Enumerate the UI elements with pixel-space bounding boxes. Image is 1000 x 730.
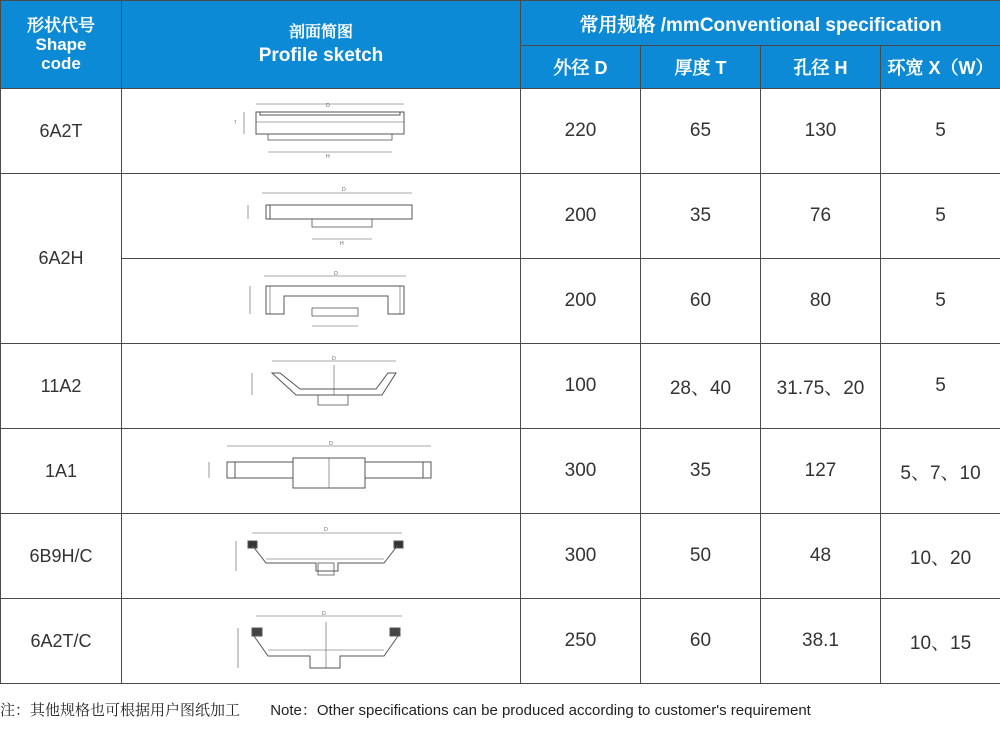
shape-code-cell: 1A1 [1,429,122,514]
x-cell: 5 [881,259,1000,344]
h-cell: 127 [761,429,881,514]
h-cell: 130 [761,89,881,174]
svg-text:D: D [322,611,326,617]
flaring-cup-11a2-sketch [226,355,416,417]
t-cell: 35 [641,174,761,259]
h-cell: 76 [761,174,881,259]
d-cell: 220 [521,89,641,174]
x-cell: 5 [881,174,1000,259]
shape-code-cell: 6A2H [1,174,122,344]
table-row [1,429,1000,514]
cup-6a2h-deep-sketch [226,270,416,332]
svg-text:H: H [326,154,330,160]
straight-wheel-1a1-sketch [201,440,441,502]
x-cell: 5、7、10 [881,429,1000,514]
h-cell: 48 [761,514,881,599]
header-col-h: 孔径 H [761,46,881,89]
d-cell: 200 [521,259,641,344]
x-cell: 5 [881,344,1000,429]
table-row [1,259,1000,344]
x-cell: 5 [881,89,1000,174]
profile-sketch-cell [122,429,521,514]
header-row-top [1,1,1000,46]
cup-6a2tc-sketch [226,610,416,672]
profile-sketch-cell [122,89,521,174]
shape-code-cell: 6A2T [1,89,122,174]
cup-6a2t-sketch [226,100,416,162]
svg-text:D: D [329,441,333,447]
profile-sketch-cell [122,599,521,684]
header-profile-en: Profile sketch [258,44,384,66]
table-row [1,89,1000,174]
shape-code-cell: 6A2T/C [1,599,122,684]
x-cell: 10、20 [881,514,1000,599]
svg-text:D: D [326,103,330,109]
profile-sketch-cell [122,259,521,344]
svg-text:T: T [234,120,237,125]
x-cell: 10、15 [881,599,1000,684]
d-cell: 300 [521,429,641,514]
h-cell: 80 [761,259,881,344]
cup-6b9h-sketch [226,525,416,587]
svg-text:D: D [324,527,328,533]
t-cell: 60 [641,599,761,684]
header-shape-code-zh: 形状代号 [27,16,95,35]
profile-sketch-cell [122,174,521,259]
h-cell: 31.75、20 [761,344,881,429]
table-row [1,514,1000,599]
footnote-en: Note：Other specifications can be produced according to customer's requirement [270,702,811,719]
d-cell: 250 [521,599,641,684]
header-profile-zh: 剖面简图 [288,23,353,41]
svg-text:D: D [342,187,346,193]
table-row [1,174,1000,259]
table-row [1,344,1000,429]
footnote [0,699,811,720]
cup-6a2h-flat-sketch [226,185,416,247]
header-shape-code [1,1,122,89]
header-col-d: 外径 D [521,46,641,89]
svg-text:H: H [340,241,344,247]
t-cell: 50 [641,514,761,599]
d-cell: 100 [521,344,641,429]
d-cell: 200 [521,174,641,259]
t-cell: 65 [641,89,761,174]
header-profile-sketch [122,1,521,89]
header-spec-group: 常用规格 /mmConventional specification [521,1,1000,46]
shape-code-cell: 11A2 [1,344,122,429]
profile-sketch-cell [122,514,521,599]
shape-code-cell: 6B9H/C [1,514,122,599]
table-row [1,599,1000,684]
header-col-x: 环宽 X（W） [881,46,1000,89]
profile-sketch-cell [122,344,521,429]
header-shape-code-en1: Shape [35,35,87,54]
h-cell: 38.1 [761,599,881,684]
svg-text:D: D [332,356,336,362]
t-cell: 28、40 [641,344,761,429]
header-col-t: 厚度 T [641,46,761,89]
svg-text:D: D [334,271,338,277]
t-cell: 60 [641,259,761,344]
header-shape-code-en2: code [41,54,81,73]
t-cell: 35 [641,429,761,514]
footnote-zh: 注：其他规格也可根据用户图纸加工 [0,702,241,719]
d-cell: 300 [521,514,641,599]
